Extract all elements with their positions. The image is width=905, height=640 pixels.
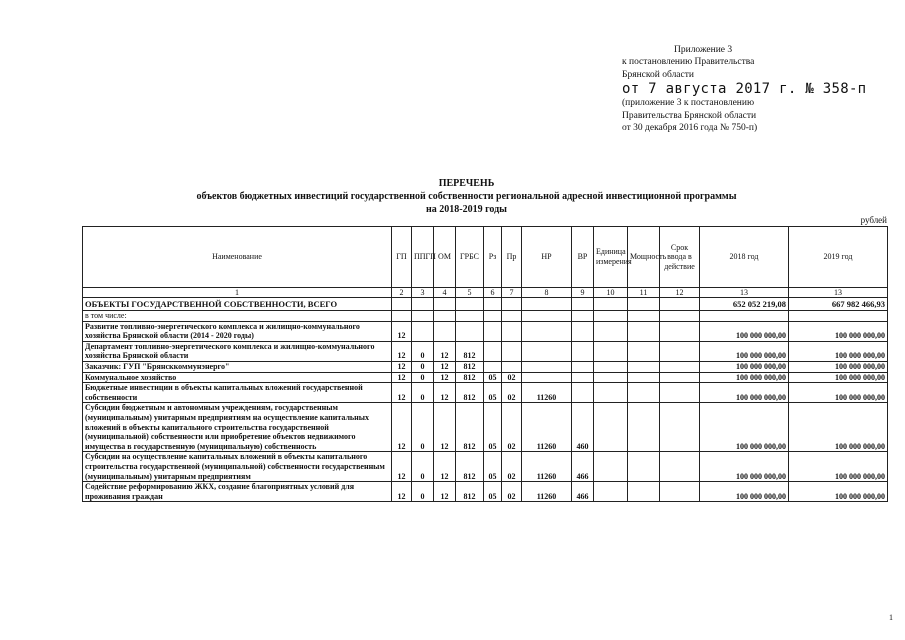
row-value-cell: 100 000 000,00 xyxy=(700,372,789,383)
table-row xyxy=(83,321,888,341)
row-value-cell: 0 xyxy=(412,403,434,452)
appendix-line: Правительства Брянской области xyxy=(622,110,757,121)
row-value-cell: 100 000 000,00 xyxy=(700,321,789,341)
row-value-cell: 02 xyxy=(502,383,522,403)
row-value-cell: 12 xyxy=(434,372,456,383)
header-cell: ППГП xyxy=(412,227,434,288)
row-value-cell: 100 000 000,00 xyxy=(700,482,789,502)
row-value-cell: 11260 xyxy=(522,482,572,502)
row-value-cell xyxy=(522,321,572,341)
row-value-cell: 100 000 000,00 xyxy=(789,482,888,502)
row-value-cell xyxy=(522,298,572,311)
row-value-cell xyxy=(456,311,484,322)
row-value-cell xyxy=(628,482,660,502)
row-value-cell xyxy=(660,311,700,322)
row-value-cell: 100 000 000,00 xyxy=(700,341,789,361)
row-value-cell xyxy=(572,341,594,361)
row-value-cell xyxy=(412,311,434,322)
row-value-cell: 05 xyxy=(484,383,502,403)
row-value-cell xyxy=(412,298,434,311)
row-value-cell: 812 xyxy=(456,452,484,482)
row-value-cell: 02 xyxy=(502,452,522,482)
row-value-cell xyxy=(628,298,660,311)
row-value-cell: 05 xyxy=(484,372,502,383)
appendix-line: (приложение 3 к постановлению xyxy=(622,98,755,109)
row-value-cell xyxy=(594,452,628,482)
row-value-cell: 11260 xyxy=(522,403,572,452)
row-value-cell: 100 000 000,00 xyxy=(700,403,789,452)
row-value-cell: 100 000 000,00 xyxy=(789,361,888,372)
row-value-cell xyxy=(572,321,594,341)
table-row xyxy=(83,482,888,502)
row-value-cell: 0 xyxy=(412,361,434,372)
row-value-cell: 466 xyxy=(572,482,594,502)
appendix-title: Приложение 3 xyxy=(674,45,733,55)
row-value-cell: 100 000 000,00 xyxy=(700,452,789,482)
row-value-cell: 100 000 000,00 xyxy=(789,452,888,482)
row-name-cell: Содействие реформированию ЖКХ, создание благоприятных условий для проживания граждан xyxy=(83,482,392,502)
column-number: 7 xyxy=(502,288,522,298)
row-value-cell xyxy=(484,311,502,322)
row-value-cell xyxy=(434,298,456,311)
column-number: 8 xyxy=(522,288,572,298)
row-value-cell xyxy=(628,452,660,482)
header-cell: ГП xyxy=(392,227,412,288)
row-value-cell: 812 xyxy=(456,361,484,372)
row-value-cell xyxy=(522,361,572,372)
row-value-cell: 812 xyxy=(456,403,484,452)
row-value-cell xyxy=(660,321,700,341)
row-value-cell xyxy=(392,298,412,311)
row-value-cell xyxy=(502,341,522,361)
row-value-cell xyxy=(502,311,522,322)
row-value-cell xyxy=(484,298,502,311)
row-value-cell xyxy=(660,482,700,502)
row-name-cell: в том числе: xyxy=(83,311,392,322)
row-value-cell xyxy=(594,383,628,403)
appendix-line: к постановлению Правительства xyxy=(622,57,755,68)
header-cell: ВР xyxy=(572,227,594,288)
row-value-cell: 100 000 000,00 xyxy=(789,403,888,452)
row-value-cell: 652 052 219,08 xyxy=(700,298,789,311)
row-value-cell: 812 xyxy=(456,372,484,383)
row-name-cell: Развитие топливно-энергетического комплекса и жилищно-коммунального хозяйства Брянской области (2014 - 2020 годы) xyxy=(83,321,392,341)
document-period: на 2018-2019 годы xyxy=(426,204,507,215)
row-value-cell: 100 000 000,00 xyxy=(789,321,888,341)
row-value-cell: 100 000 000,00 xyxy=(789,372,888,383)
row-value-cell: 12 xyxy=(392,482,412,502)
row-value-cell xyxy=(484,321,502,341)
header-cell: 2018 год xyxy=(700,227,789,288)
row-value-cell xyxy=(628,321,660,341)
row-name-cell: Заказчик: ГУП "Брянсккоммунэнерго" xyxy=(83,361,392,372)
row-value-cell xyxy=(594,341,628,361)
row-value-cell xyxy=(628,341,660,361)
row-value-cell: 11260 xyxy=(522,452,572,482)
row-value-cell: 12 xyxy=(392,372,412,383)
row-value-cell xyxy=(456,321,484,341)
row-value-cell xyxy=(572,383,594,403)
row-value-cell: 12 xyxy=(392,452,412,482)
row-value-cell xyxy=(628,383,660,403)
column-number: 10 xyxy=(594,288,628,298)
row-value-cell: 812 xyxy=(456,482,484,502)
row-value-cell xyxy=(502,361,522,372)
row-value-cell xyxy=(660,383,700,403)
page-number: 1 xyxy=(889,613,893,622)
row-value-cell: 12 xyxy=(434,482,456,502)
row-value-cell xyxy=(434,321,456,341)
row-value-cell: 05 xyxy=(484,403,502,452)
row-value-cell: 12 xyxy=(434,403,456,452)
units-label: рублей xyxy=(860,215,887,225)
row-value-cell xyxy=(660,341,700,361)
row-value-cell xyxy=(572,361,594,372)
appendix-line: от 30 декабря 2016 года № 750-п) xyxy=(622,123,758,134)
row-value-cell xyxy=(502,298,522,311)
header-cell: Срок ввода в действие xyxy=(660,227,700,288)
row-value-cell: 12 xyxy=(392,341,412,361)
document-title: ПЕРЕЧЕНЬ xyxy=(438,178,495,189)
row-value-cell: 100 000 000,00 xyxy=(700,361,789,372)
header-row xyxy=(83,227,888,288)
row-value-cell xyxy=(700,311,789,322)
header-cell: 2019 год xyxy=(789,227,888,288)
row-value-cell xyxy=(594,482,628,502)
row-value-cell: 02 xyxy=(502,482,522,502)
row-value-cell: 460 xyxy=(572,403,594,452)
header-cell: Единица измерения xyxy=(594,227,628,288)
column-number: 6 xyxy=(484,288,502,298)
row-value-cell: 12 xyxy=(392,403,412,452)
row-value-cell: 11260 xyxy=(522,383,572,403)
row-name-cell: ОБЪЕКТЫ ГОСУДАРСТВЕННОЙ СОБСТВЕННОСТИ, ВСЕГО xyxy=(83,298,392,311)
column-number: 11 xyxy=(628,288,660,298)
column-number: 3 xyxy=(412,288,434,298)
row-value-cell: 0 xyxy=(412,482,434,502)
row-value-cell xyxy=(572,298,594,311)
document-subtitle: объектов бюджетных инвестиций государственной собственности региональной адресной инвестиционной программы xyxy=(196,191,737,202)
table-row xyxy=(83,361,888,372)
row-value-cell: 0 xyxy=(412,452,434,482)
row-value-cell xyxy=(660,372,700,383)
row-value-cell xyxy=(628,361,660,372)
row-value-cell: 100 000 000,00 xyxy=(789,383,888,403)
row-value-cell xyxy=(392,311,412,322)
table-row xyxy=(83,372,888,383)
row-value-cell: 12 xyxy=(392,361,412,372)
appendix-date-line: от 7 августа 2017 г. № 358-п xyxy=(622,81,867,98)
row-value-cell: 12 xyxy=(434,361,456,372)
row-name-cell: Субсидии на осуществление капитальных вложений в объекты капитального строительства государственной (муниципальной) собственности государственным (муниципальным) унитарным предприятиям xyxy=(83,452,392,482)
column-number: 4 xyxy=(434,288,456,298)
row-name-cell: Коммунальное хозяйство xyxy=(83,372,392,383)
row-value-cell xyxy=(628,372,660,383)
row-value-cell xyxy=(628,403,660,452)
row-value-cell: 05 xyxy=(484,452,502,482)
row-value-cell xyxy=(660,298,700,311)
row-value-cell xyxy=(789,311,888,322)
row-value-cell: 12 xyxy=(434,452,456,482)
row-value-cell: 02 xyxy=(502,403,522,452)
column-number: 2 xyxy=(392,288,412,298)
header-cell: Рз xyxy=(484,227,502,288)
header-cell: Наименование xyxy=(83,227,392,288)
row-value-cell xyxy=(594,403,628,452)
column-number: 5 xyxy=(456,288,484,298)
row-value-cell: 12 xyxy=(392,383,412,403)
column-number: 13 xyxy=(789,288,888,298)
investment-table xyxy=(82,226,888,502)
appendix-line: Брянской области xyxy=(622,69,694,80)
row-value-cell: 0 xyxy=(412,341,434,361)
header-cell: Пр xyxy=(502,227,522,288)
row-value-cell: 12 xyxy=(392,321,412,341)
row-name-cell: Бюджетные инвестиции в объекты капитальных вложений государственной собственности xyxy=(83,383,392,403)
row-value-cell xyxy=(522,311,572,322)
row-value-cell xyxy=(522,341,572,361)
row-value-cell: 0 xyxy=(412,372,434,383)
row-value-cell: 812 xyxy=(456,341,484,361)
row-value-cell xyxy=(572,372,594,383)
row-value-cell: 667 982 466,93 xyxy=(789,298,888,311)
column-number: 12 xyxy=(660,288,700,298)
row-value-cell: 100 000 000,00 xyxy=(789,341,888,361)
row-value-cell xyxy=(594,321,628,341)
row-value-cell: 02 xyxy=(502,372,522,383)
row-value-cell xyxy=(434,311,456,322)
row-value-cell xyxy=(594,298,628,311)
header-cell: ОМ xyxy=(434,227,456,288)
header-cell: НР xyxy=(522,227,572,288)
row-value-cell: 812 xyxy=(456,383,484,403)
row-value-cell xyxy=(412,321,434,341)
row-value-cell: 12 xyxy=(434,383,456,403)
row-value-cell xyxy=(628,311,660,322)
table-row xyxy=(83,298,888,311)
row-value-cell xyxy=(660,452,700,482)
table-row xyxy=(83,383,888,403)
table-row xyxy=(83,452,888,482)
row-name-cell: Субсидии бюджетным и автономным учреждениям, государственным (муниципальным) унитарным предприятиям на осуществление капитальных вложений в объекты капитального строительства государственной (муниципальной) собственности или приобретение объектов недвижимого имущества в государственную (муниципальную) собственность xyxy=(83,403,392,452)
column-number: 9 xyxy=(572,288,594,298)
table-row xyxy=(83,403,888,452)
row-value-cell xyxy=(572,311,594,322)
row-value-cell: 0 xyxy=(412,383,434,403)
table-row xyxy=(83,311,888,322)
column-number: 13 xyxy=(700,288,789,298)
column-number-row xyxy=(83,288,888,298)
table-row xyxy=(83,341,888,361)
header-cell: ГРБС xyxy=(456,227,484,288)
row-value-cell xyxy=(456,298,484,311)
row-value-cell xyxy=(484,341,502,361)
row-value-cell xyxy=(660,403,700,452)
row-value-cell xyxy=(484,361,502,372)
header-cell: Мощность xyxy=(628,227,660,288)
row-value-cell: 100 000 000,00 xyxy=(700,383,789,403)
row-value-cell xyxy=(522,372,572,383)
row-value-cell xyxy=(660,361,700,372)
row-value-cell: 466 xyxy=(572,452,594,482)
row-value-cell: 05 xyxy=(484,482,502,502)
row-value-cell xyxy=(594,372,628,383)
row-value-cell xyxy=(594,311,628,322)
row-value-cell xyxy=(594,361,628,372)
row-value-cell: 12 xyxy=(434,341,456,361)
column-number: 1 xyxy=(83,288,392,298)
row-name-cell: Департамент топливно-энергетического комплекса и жилищно-коммунального хозяйства Брянской области xyxy=(83,341,392,361)
appendix-block xyxy=(622,44,866,134)
row-value-cell xyxy=(502,321,522,341)
